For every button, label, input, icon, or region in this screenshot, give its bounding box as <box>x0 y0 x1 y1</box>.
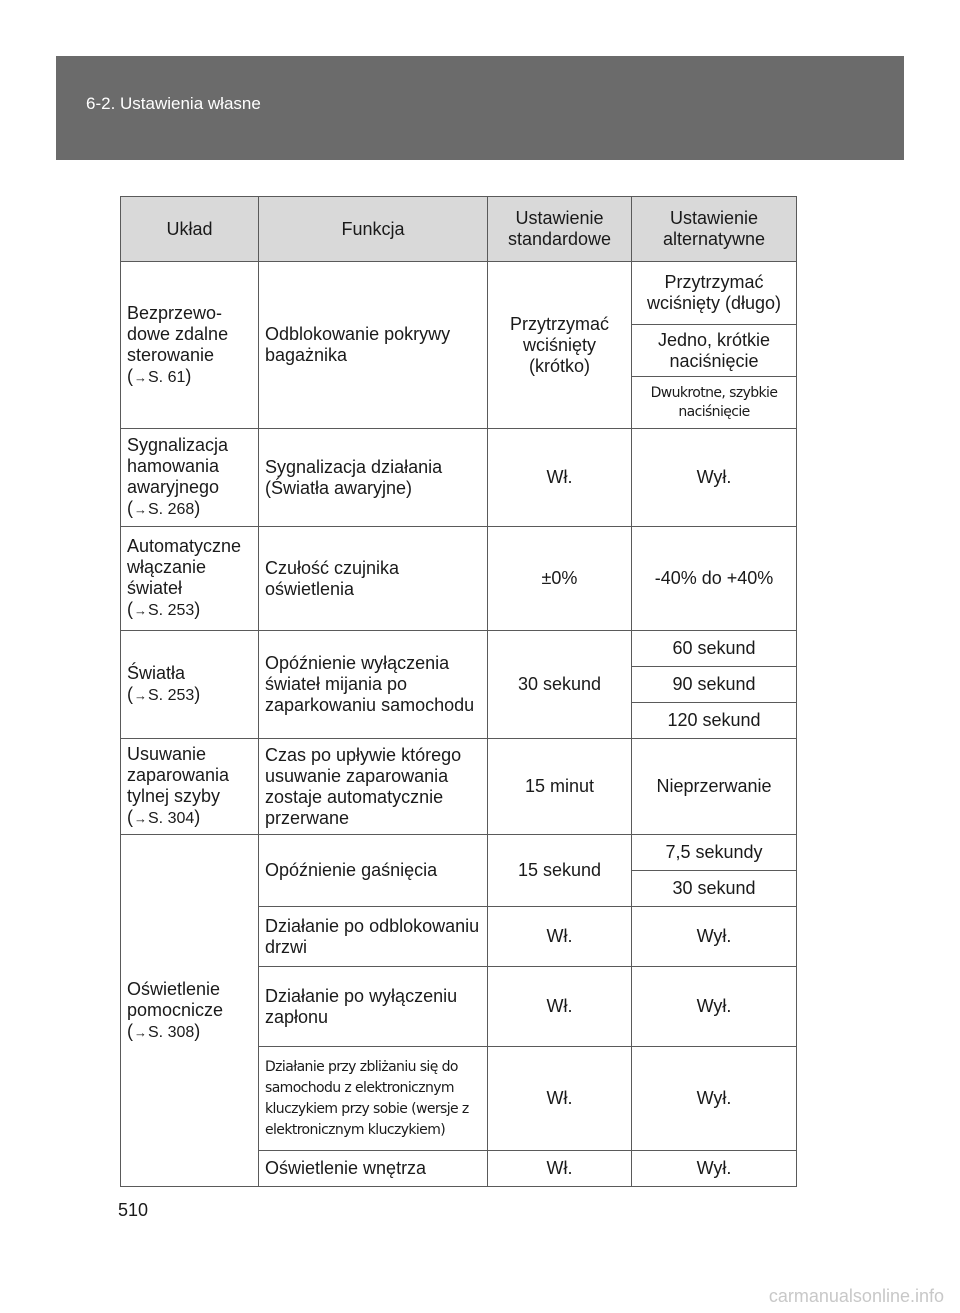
section-header <box>56 56 904 160</box>
alternative-setting-cell: -40% do +40% <box>632 527 797 631</box>
default-setting-cell: 15 minut <box>488 739 632 835</box>
alternative-setting-cell: Wył. <box>632 1151 797 1187</box>
table-row <box>121 631 797 667</box>
function-cell: Sygnalizacja działania (Światła awaryjne) <box>259 429 488 527</box>
alternative-setting-cell: Wył. <box>632 907 797 967</box>
arrow-icon: → <box>134 1024 147 1040</box>
system-name: Automatyczne włączanie świateł <box>127 536 242 598</box>
column-header-function: Funkcja <box>259 197 488 262</box>
page-reference: (→S. 253) <box>127 599 201 619</box>
system-name: Sygnalizacja hamowania awaryjnego <box>127 435 229 497</box>
page-reference: (→S. 304) <box>127 807 201 827</box>
alternative-setting-cell: Jedno, krótkie naciśnięcie <box>632 325 797 377</box>
system-name: Światła <box>127 663 186 683</box>
function-cell: Działanie przy zbliżaniu się do samochodu z elektronicznym kluczykiem przy sobie (wersje z elektronicznym kluczykiem) <box>259 1047 488 1151</box>
watermark: carmanualsonline.info <box>768 1286 944 1306</box>
column-header-alternative: Ustawienie alternatywne <box>632 197 797 262</box>
arrow-icon: → <box>134 603 147 618</box>
function-cell: Czułość czujnika oświetlenia <box>259 527 488 631</box>
default-setting-cell: 15 sekund <box>488 835 632 907</box>
default-setting-cell: Przytrzymać wciśnięty (krótko) <box>488 262 632 429</box>
page-reference: (→S. 253) <box>127 684 201 704</box>
function-cell: Odblokowanie pokrywy bagażnika <box>259 262 488 429</box>
alternative-setting-cell: Wył. <box>632 1047 797 1151</box>
default-setting-cell: Wł. <box>488 429 632 527</box>
alternative-setting-cell: 30 sekund <box>632 871 797 907</box>
table-row <box>121 739 797 835</box>
column-header-default: Ustawienie standardowe <box>488 197 632 262</box>
function-cell: Oświetlenie wnętrza <box>259 1151 488 1187</box>
customization-table <box>120 196 797 1187</box>
column-header-system: Układ <box>121 197 259 262</box>
default-setting-cell: Wł. <box>488 907 632 967</box>
table-row <box>121 527 797 631</box>
function-cell: Opóźnienie wyłączenia świateł mijania po zaparkowaniu samochodu <box>259 631 488 739</box>
function-cell: Działanie po wyłączeniu zapłonu <box>259 967 488 1047</box>
system-name: Usuwanie zaparowania tylnej szyby <box>127 744 230 806</box>
default-setting-cell: Wł. <box>488 967 632 1047</box>
system-name: Bezprzewo-dowe zdalne sterowanie <box>127 302 229 365</box>
arrow-icon: → <box>134 688 147 703</box>
alternative-setting-cell: Przytrzymać wciśnięty (długo) <box>632 262 797 325</box>
system-name: Oświetlenie pomocnicze <box>127 978 224 1020</box>
alternative-setting-cell: 60 sekund <box>632 631 797 667</box>
function-cell: Opóźnienie gaśnięcia <box>259 835 488 907</box>
default-setting-cell: 30 sekund <box>488 631 632 739</box>
table-header-row <box>121 197 797 262</box>
default-setting-cell: ±0% <box>488 527 632 631</box>
section-title: 6-2. Ustawienia własne <box>86 94 261 113</box>
alternative-setting-cell: Wył. <box>632 429 797 527</box>
alternative-setting-cell: 7,5 sekundy <box>632 835 797 871</box>
page-reference: (→S. 268) <box>127 498 201 518</box>
arrow-icon: → <box>134 369 147 385</box>
function-cell: Działanie po odblokowaniu drzwi <box>259 907 488 967</box>
alternative-setting-cell: Dwukrotne, szybkie naciśnięcie <box>632 377 797 429</box>
table-row <box>121 429 797 527</box>
default-setting-cell: Wł. <box>488 1151 632 1187</box>
system-cell <box>121 835 259 1187</box>
table-row <box>121 835 797 871</box>
system-cell <box>121 527 259 631</box>
alternative-setting-cell: 90 sekund <box>632 667 797 703</box>
function-cell: Czas po upływie którego usuwanie zaparowania zostaje automatycznie przerwane <box>259 739 488 835</box>
system-cell <box>121 631 259 739</box>
arrow-icon: → <box>134 811 147 826</box>
table-row <box>121 262 797 325</box>
page-reference: (→S. 308) <box>127 1020 201 1041</box>
system-cell <box>121 739 259 835</box>
system-cell <box>121 429 259 527</box>
page-number: 510 <box>118 1200 149 1220</box>
default-setting-cell: Wł. <box>488 1047 632 1151</box>
arrow-icon: → <box>134 502 147 517</box>
alternative-setting-cell: Nieprzerwanie <box>632 739 797 835</box>
page-reference: (→S. 61) <box>127 365 192 386</box>
alternative-setting-cell: 120 sekund <box>632 703 797 739</box>
alternative-setting-cell: Wył. <box>632 967 797 1047</box>
system-cell <box>121 262 259 429</box>
